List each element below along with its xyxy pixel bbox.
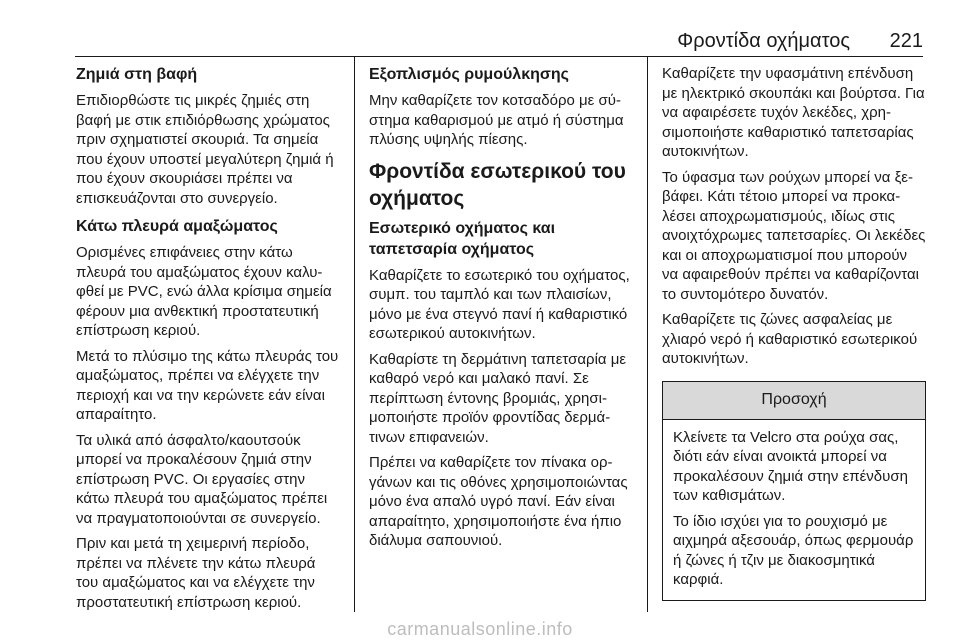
- section-heading-paint-damage: Ζημιά στη βαφή: [76, 66, 198, 83]
- section-heading-interior-upholstery: Εσωτερικό οχήματος και ταπετσαρία οχήματος: [369, 219, 556, 258]
- column-middle: [369, 64, 633, 557]
- column-divider: [354, 56, 355, 612]
- paragraph: Πρέπει να καθαρίζετε τον πίνακα οργάνων και τις οθόνες χρησιμοποιώντας μόνο ένα απαλό υγρό πανί. Εάν είναι απαραίτητο, χρησιμοποιήστε ένα ήπιο διάλυμα σαπουνιού.: [369, 454, 628, 549]
- page-number: 221: [889, 30, 923, 52]
- watermark: carmanualsonline.info: [387, 619, 573, 639]
- section-heading-underbody: Κάτω πλευρά αμαξώματος: [76, 218, 278, 235]
- paragraph: Καθαρίζετε το εσωτερικό του οχήματος, συμπ. του ταμπλό και των πλαισίων, μόνο με ένα στεγνό πανί ή καθαριστικό εσωτερικού αυτοκινήτων.: [369, 266, 630, 342]
- caution-title: Προσοχή: [663, 382, 925, 420]
- section-heading-towing-equipment: Εξοπλισμός ρυμούλκησης: [369, 66, 569, 83]
- paragraph: Επιδιορθώστε τις μικρές ζημιές στη βαφή με στικ επιδιόρθωσης χρώματος πριν σχηματιστεί σκουριά. Τα σημεία που έχουν υποστεί μεγαλύτερη ζημιά ή που έχουν σκουριάσει πρέπει να επισκευάζονται στο συνεργείο.: [76, 92, 334, 207]
- paragraph: Μετά το πλύσιμο της κάτω πλευράς του αμαξώματος, πρέπει να ελέγχετε την περιοχή και να την κερώνετε εάν είναι απαραίτητο.: [76, 347, 339, 423]
- chapter-heading-interior-care: Φροντίδα εσωτερικού του οχήματος: [369, 159, 626, 210]
- column-right: [662, 64, 926, 601]
- column-divider: [647, 56, 648, 612]
- paragraph: Καθαρίζετε τις ζώνες ασφαλείας με χλιαρό νερό ή καθαριστικό εσωτερικού αυτοκινήτων.: [662, 311, 918, 367]
- paragraph: Καθαρίστε τη δερμάτινη ταπετσαρία με καθαρό νερό και μαλακό πανί. Σε περίπτωση έντονης βρομιάς, χρησιμοποιήστε προϊόν φροντίδας δερμάτινων επιφανειών.: [369, 350, 627, 446]
- paragraph: Καθαρίζετε την υφασμάτινη επένδυση με ηλεκτρικό σκουπάκι και βούρτσα. Για να αφαιρέσετε τυχόν λεκέδες, χρησιμοποιήστε καθαριστικό ταπετσαρίας αυτοκινήτων.: [662, 65, 925, 160]
- running-header-title: Φροντίδα οχήματος: [677, 30, 850, 52]
- header-divider: [75, 56, 923, 57]
- paragraph: Μην καθαρίζετε τον κοτσαδόρο με σύστημα καθαρισμού με ατμό ή σύστημα πλύσης υψηλής πίεσης.: [369, 92, 624, 148]
- paragraph: Πριν και μετά τη χειμερινή περίοδο, πρέπει να πλένετε την κάτω πλευρά του αμαξώματος και να ελέγχετε την προστατευτική επίστρωση κεριού.: [76, 535, 316, 611]
- paragraph: Τα υλικά από άσφαλτο/καουτσούκ μπορεί να προκαλέσουν ζημιά στην επίστρωση PVC. Οι εργασίες στην κάτω πλευρά του αμαξώματος πρέπει να πραγματοποιούνται σε συνεργείο.: [76, 431, 328, 527]
- paragraph: Το ίδιο ισχύει για το ρουχισμό με αιχμηρά αξεσουάρ, όπως φερμουάρ ή ζώνες ή τζιν με διακοσμητικά καρφιά.: [673, 512, 914, 588]
- caution-box: [662, 381, 926, 601]
- caution-body: [663, 420, 925, 600]
- column-left: [76, 64, 340, 618]
- paragraph: Το ύφασμα των ρούχων μπορεί να ξεβάφει. Κάτι τέτοιο μπορεί να προκαλέσει αποχρωματισμούς, ιδίως στις ανοιχτόχρωμες ταπετσαρίες. Οι λεκέδες και οι αποχρωματισμοί που μπορούν να αφαιρεθούν πρέπει να καθαρίζονται το συντομότερο δυνατόν.: [662, 168, 926, 303]
- paragraph: Κλείνετε τα Velcro στα ρούχα σας, διότι εάν είναι ανοικτά μπορεί να προκαλέσουν ζημιά στην επένδυση των καθισμάτων.: [673, 428, 908, 504]
- paragraph: Ορισμένες επιφάνειες στην κάτω πλευρά του αμαξώματος έχουν καλυφθεί με PVC, ενώ άλλα κρίσιμα σημεία φέρουν μια ανθεκτική προστατευτική επίστρωση κεριού.: [76, 244, 332, 339]
